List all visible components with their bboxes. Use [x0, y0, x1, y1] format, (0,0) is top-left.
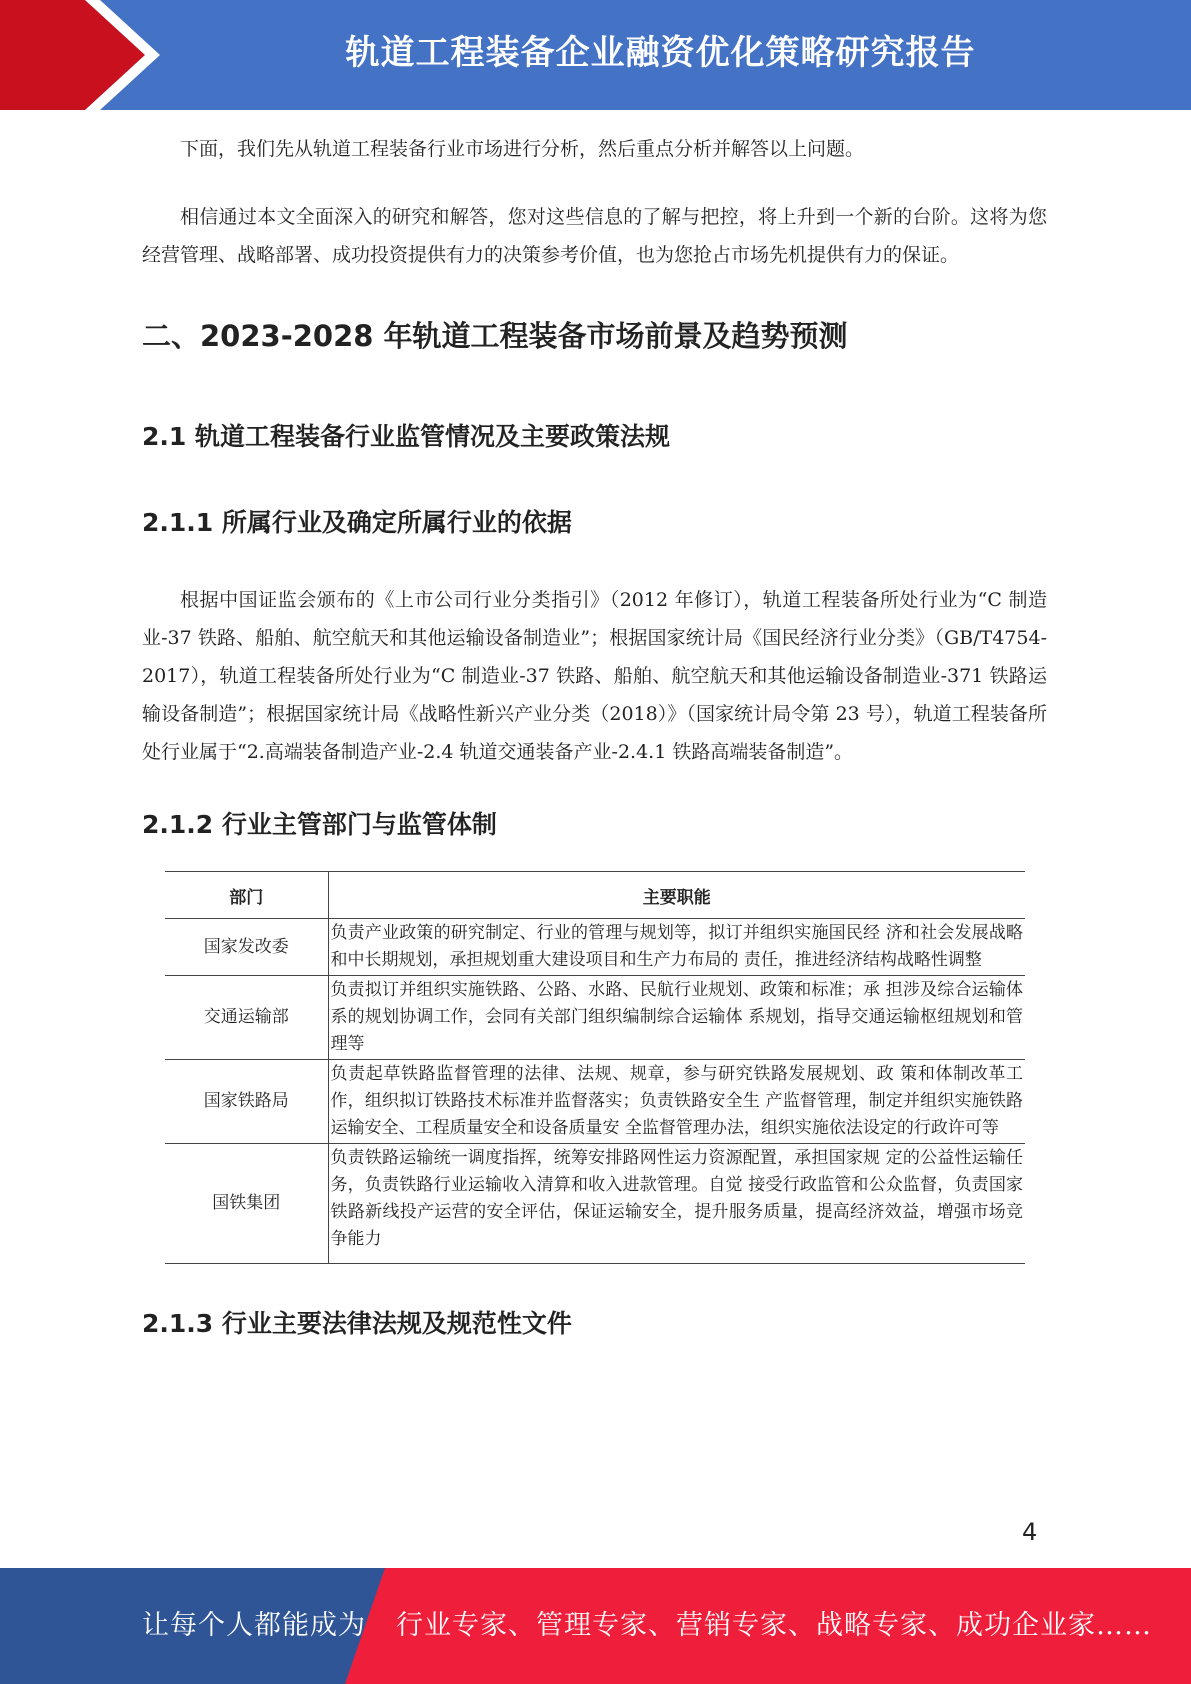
page-number: 4 — [1022, 1518, 1038, 1546]
section-2-heading: 二、2023-2028 年轨道工程装备市场前景及趋势预测 — [142, 319, 848, 353]
table-row — [165, 1144, 1025, 1264]
duty-cell: 负责拟订并组织实施铁路、公路、水路、民航行业规划、政策和标准；承 担涉及综合运输体系的规划协调工作，会同有关部门组织编制综合运输体 系规划，指导交通运输枢纽规划和管理等 — [328, 976, 1025, 1060]
dept-cell: 国家铁路局 — [165, 1060, 328, 1144]
page-footer — [0, 1568, 1191, 1684]
column-header-dept: 部门 — [165, 872, 328, 919]
duty-cell: 负责产业政策的研究制定、行业的管理与规划等，拟订并组织实施国民经 济和社会发展战略和中长期规划，承担规划重大建设项目和生产力布局的 责任，推进经济结构战略性调整 — [328, 919, 1025, 976]
dept-cell: 国家发改委 — [165, 919, 328, 976]
page-content — [142, 130, 1047, 1382]
report-title: 轨道工程装备企业融资优化策略研究报告 — [345, 33, 976, 73]
page-header — [0, 0, 1191, 110]
table-row — [165, 1060, 1025, 1144]
dept-cell: 国铁集团 — [165, 1144, 328, 1264]
dept-cell: 交通运输部 — [165, 976, 328, 1060]
table-header-row — [165, 872, 1025, 919]
section-2-1-1-heading: 2.1.1 所属行业及确定所属行业的依据 — [142, 508, 572, 537]
intro-paragraph-1: 下面，我们先从轨道工程装备行业市场进行分析，然后重点分析并解答以上问题。 — [180, 138, 865, 160]
section-2-1-3-heading: 2.1.3 行业主要法律法规及规范性文件 — [142, 1309, 572, 1338]
section-2-1-1-body: 根据中国证监会颁布的《上市公司行业分类指引》（2012 年修订），轨道工程装备所处行业为“C 制造业-37 铁路、船舶、航空航天和其他运输设备制造业”；根据国家统计局《国民经济行业分类》（GB/T4754-2017），轨道工程装备所处行业为“C 制造业-37 铁路、船舶、航空航天和其他运输设备制造业-371 铁路运输设备制造”；根据国家统计局《战略性新兴产业分类（2018）》（国家统计局令第 23 号），轨道工程装备所处行业属于“2.高端装备制造产业-2.4 轨道交通装备产业-2.4.1 铁路高端装备制造”。 — [142, 589, 1047, 763]
footer-slogan-left: 让每个人都能成为 — [142, 1610, 366, 1641]
table-row — [165, 976, 1025, 1060]
duty-cell: 负责铁路运输统一调度指挥，统筹安排路网性运力资源配置，承担国家规 定的公益性运输任务，负责铁路行业运输收入清算和收入进款管理。自觉 接受行政监管和公众监督，负责国家铁路新线投产运营的安全评估，保证运输安全，提升服务质量，提高经济效益，增强市场竞争能力 — [328, 1144, 1025, 1264]
section-2-1-2-heading: 2.1.2 行业主管部门与监管体制 — [142, 810, 497, 839]
section-2-1-heading: 2.1 轨道工程装备行业监管情况及主要政策法规 — [142, 422, 670, 451]
column-header-duty: 主要职能 — [328, 872, 1025, 919]
duty-cell: 负责起草铁路监督管理的法律、法规、规章，参与研究铁路发展规划、政 策和体制改革工作，组织拟订铁路技术标准并监督落实；负责铁路安全生 产监督管理，制定并组织实施铁路运输安全、工程质量安全和设备质量安 全监督管理办法，组织实施依法设定的行政许可等 — [328, 1060, 1025, 1144]
header-arrow-decoration — [0, 0, 160, 110]
regulator-table — [165, 871, 1025, 1264]
table-row — [165, 919, 1025, 976]
footer-slogan-right: 行业专家、管理专家、营销专家、战略专家、成功企业家…… — [396, 1610, 1152, 1641]
intro-paragraph-2: 相信通过本文全面深入的研究和解答，您对这些信息的了解与把控，将上升到一个新的台阶。这将为您经营管理、战略部署、成功投资提供有力的决策参考价值，也为您抢占市场先机提供有力的保证。 — [142, 206, 1047, 266]
